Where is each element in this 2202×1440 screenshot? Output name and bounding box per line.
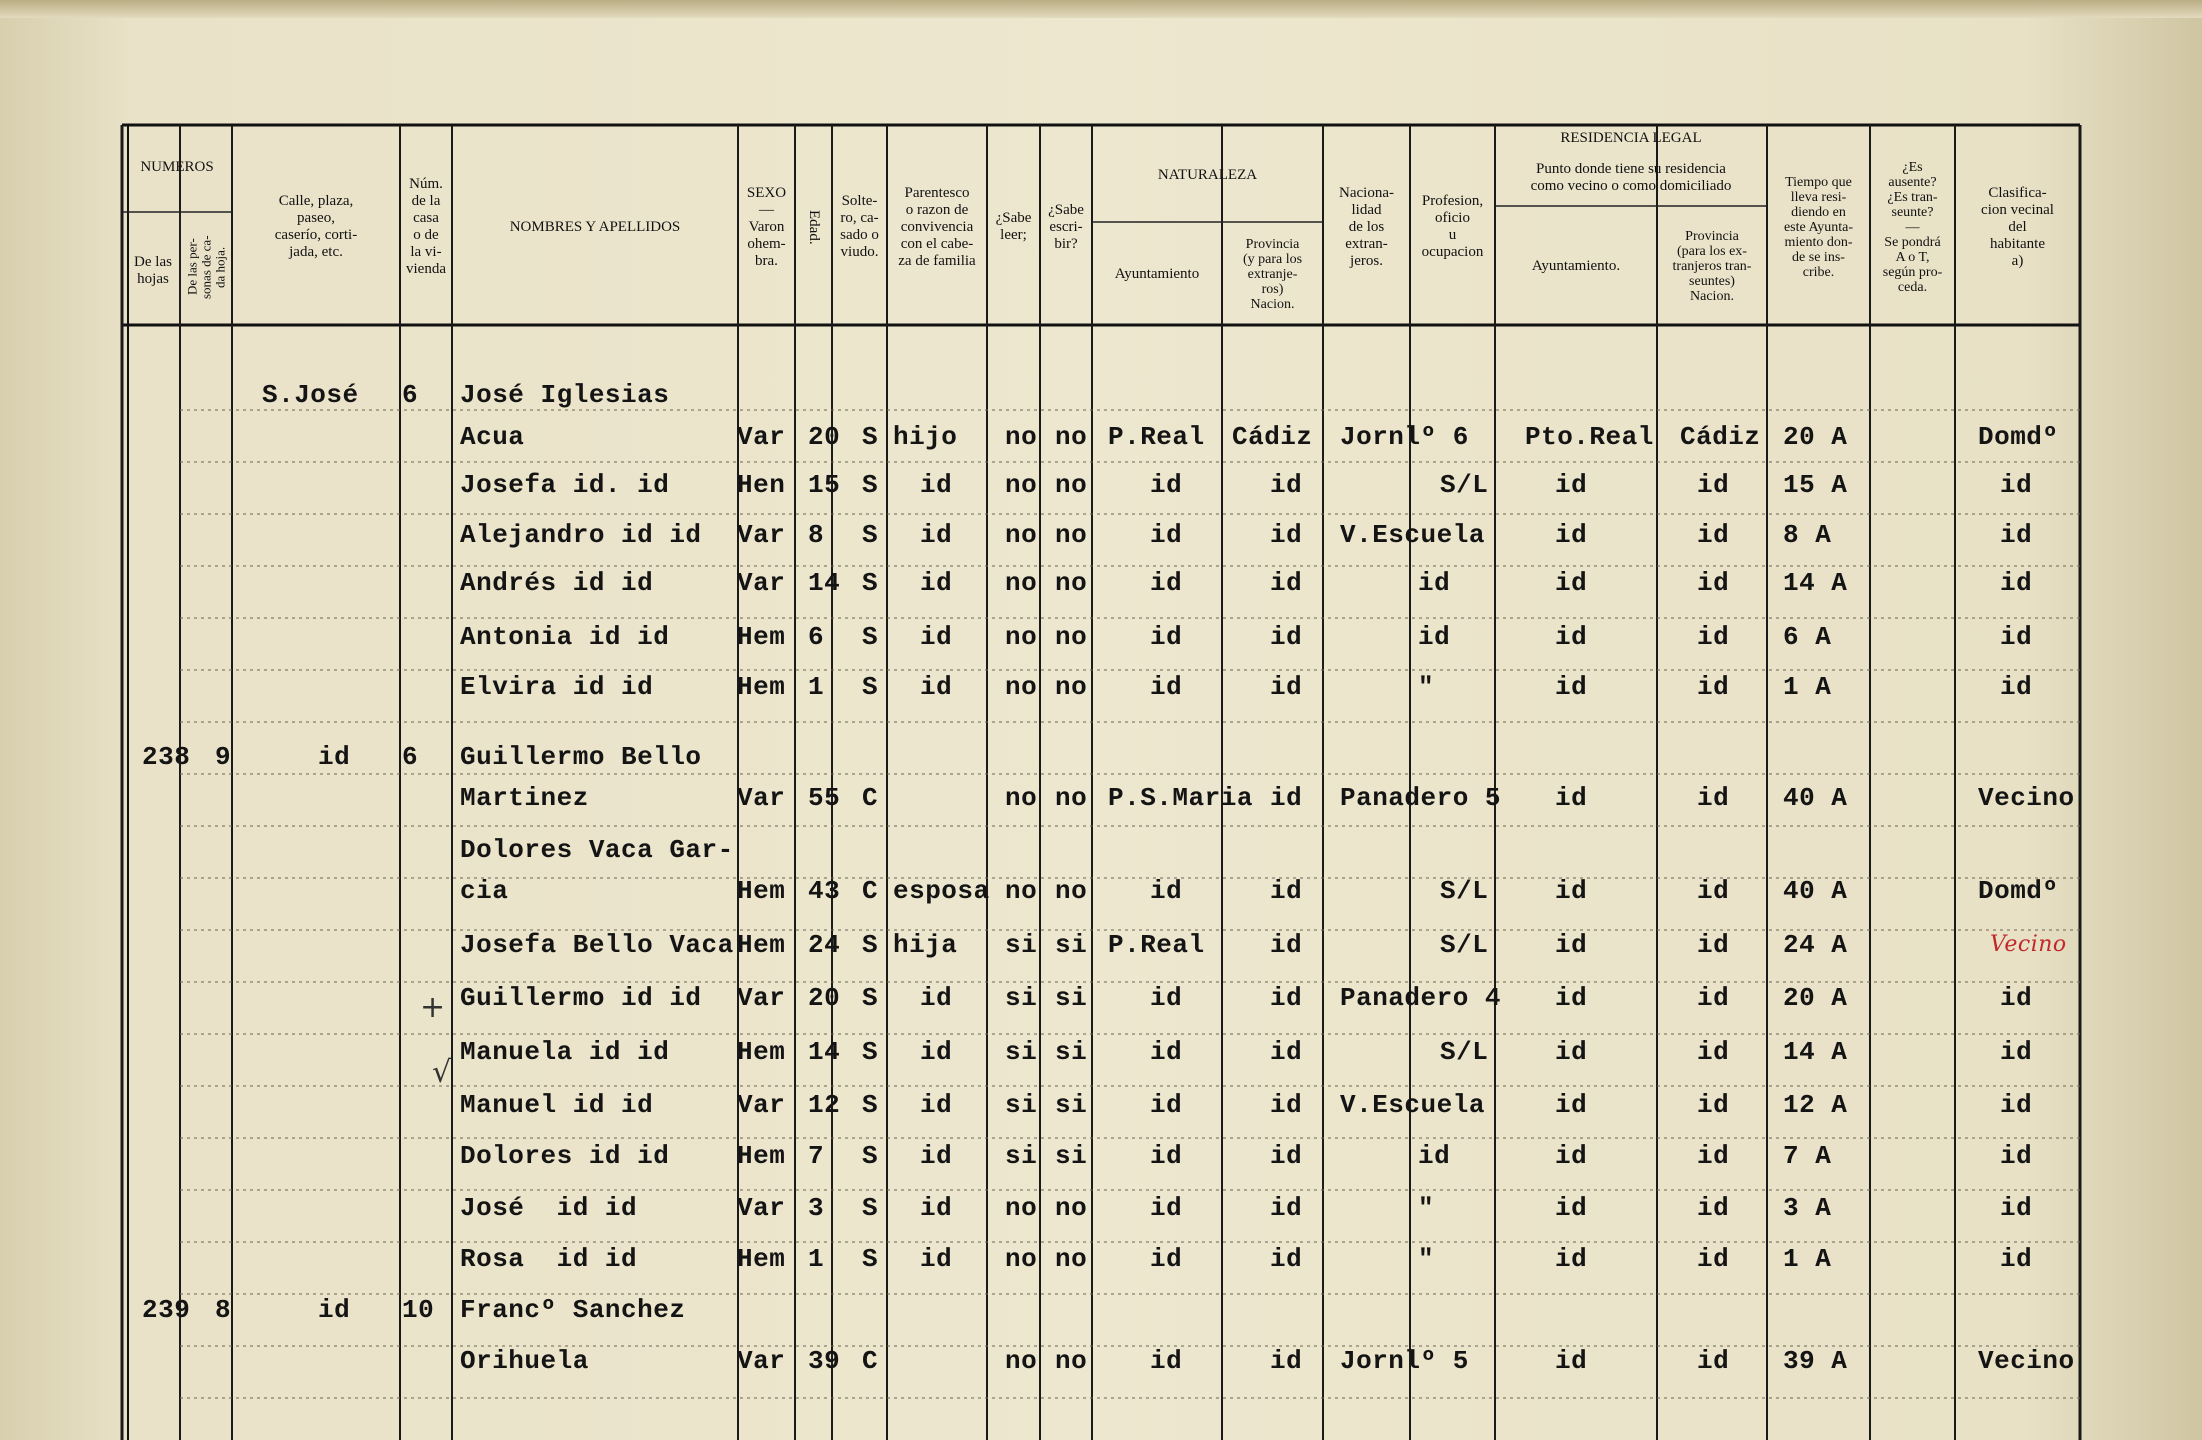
cell-nat-prov: id [1270, 1244, 1303, 1274]
cell-escribir: si [1055, 1090, 1088, 1120]
cell-tiempo: 15 A [1783, 470, 1848, 500]
cell-clasif: id [2000, 1244, 2033, 1274]
cell-res-ayto: id [1555, 470, 1588, 500]
cell-profesion: " [1418, 1244, 1435, 1274]
cell-res-prov: id [1697, 930, 1730, 960]
cell-res-ayto: id [1555, 983, 1588, 1013]
cell-res-prov: id [1697, 983, 1730, 1013]
cell-nat-prov: id [1270, 876, 1303, 906]
cell-res-ayto: Pto.Real [1525, 422, 1654, 452]
header-residencia-sub: Punto donde tiene su residencia como vecino o como domiciliado [1530, 161, 1732, 194]
cell-clasif: id [2000, 1090, 2033, 1120]
cell-tiempo: 1 A [1783, 672, 1832, 702]
cell-edad: 14 [808, 568, 841, 598]
cell-res-ayto: id [1555, 930, 1588, 960]
cell-nat-ayto: id [1150, 1193, 1183, 1223]
cell-tiempo: 8 A [1783, 520, 1832, 550]
cell-nombre: Manuel id id [460, 1090, 654, 1120]
cell-sexo: Hem [737, 622, 786, 652]
cell-nat-prov: Cádiz [1232, 422, 1313, 452]
cell-estado: S [862, 422, 879, 452]
cell-res-ayto: id [1555, 876, 1588, 906]
cell-leer: si [1005, 983, 1038, 1013]
cell-profesion: S/L [1440, 1037, 1489, 1067]
header-edad: Edad. [806, 209, 822, 245]
cell-nombre: José id id [460, 1193, 638, 1223]
header-res-ayto: Ayuntamiento. [1531, 257, 1621, 274]
cell-nat-prov: id [1270, 622, 1303, 652]
cell-sexo: Var [737, 422, 786, 452]
cell-nat-prov: id [1270, 672, 1303, 702]
cell-edad: 43 [808, 876, 841, 906]
cell-escribir: no [1055, 1244, 1088, 1274]
cell-edad: 15 [808, 470, 841, 500]
cell-edad: 55 [808, 783, 841, 813]
cell-nat-ayto: P.Real [1108, 930, 1205, 960]
cell-escribir: no [1055, 568, 1088, 598]
cell-nat-prov: id [1270, 568, 1303, 598]
cell-nat-ayto: id [1150, 568, 1183, 598]
cell-sexo: Hem [737, 1141, 786, 1171]
cell-nat-ayto: id [1150, 1346, 1183, 1376]
cell-clasif: Domdº [1978, 876, 2059, 906]
cell-res-prov: Cádiz [1680, 422, 1761, 452]
cell-escribir: no [1055, 470, 1088, 500]
cell-edad: 20 [808, 422, 841, 452]
cell-casa: 10 [402, 1295, 435, 1325]
cell-parentesco: esposa [893, 876, 990, 906]
header-residencia: RESIDENCIA LEGAL [1560, 129, 1702, 146]
header-res-prov: Provincia (para los ex- tranjeros tran- seuntes) Nacion. [1672, 228, 1752, 304]
cell-estado: S [862, 930, 879, 960]
cell-tiempo: 7 A [1783, 1141, 1832, 1171]
cell-estado: S [862, 1244, 879, 1274]
cell-edad: 1 [808, 672, 825, 702]
cell-estado: S [862, 672, 879, 702]
header-nombres: NOMBRES Y APELLIDOS [509, 218, 681, 235]
cell-parentesco: id [920, 1244, 953, 1274]
cell-leer: no [1005, 783, 1038, 813]
cell-estado: S [862, 520, 879, 550]
cell-tiempo: 14 A [1783, 1037, 1848, 1067]
cell-res-prov: id [1697, 1037, 1730, 1067]
cell-tiempo: 20 A [1783, 422, 1848, 452]
cell-estado: C [862, 783, 879, 813]
cell-escribir: no [1055, 783, 1088, 813]
header-nat-prov: Provincia (y para los extranje- ros) Nacion. [1242, 236, 1303, 312]
cell-parentesco: id [920, 1193, 953, 1223]
cell-leer: no [1005, 672, 1038, 702]
cell-res-prov: id [1697, 1193, 1730, 1223]
cell-res-prov: id [1697, 672, 1730, 702]
page-top-edge [0, 0, 2202, 18]
cell-nat-prov: id [1270, 1141, 1303, 1171]
cell-hoja: 239 [142, 1295, 191, 1325]
cell-nombre: Acua [460, 422, 525, 452]
cell-res-ayto: id [1555, 568, 1588, 598]
cell-persona: 9 [215, 742, 232, 772]
cell-nombre: Josefa Bello Vaca [460, 930, 734, 960]
cell-tiempo: 14 A [1783, 568, 1848, 598]
cell-res-ayto: id [1555, 1141, 1588, 1171]
cell-clasif: Vecino [1978, 783, 2075, 813]
cell-nat-ayto: id [1150, 622, 1183, 652]
cell-leer: si [1005, 1037, 1038, 1067]
cell-leer: no [1005, 470, 1038, 500]
cell-calle: id [318, 1295, 351, 1325]
header-clasificacion: Clasifica- cion vecinal del habitante a) [1981, 184, 2054, 269]
header-calle: Calle, plaza, paseo, caserío, corti- jada, etc. [274, 193, 358, 260]
cell-escribir: no [1055, 520, 1088, 550]
cell-parentesco: id [920, 1090, 953, 1120]
cell-escribir: si [1055, 983, 1088, 1013]
margin-mark: √ [432, 1055, 452, 1090]
cell-nombre: Guillermo id id [460, 983, 702, 1013]
cell-res-prov: id [1697, 1090, 1730, 1120]
cell-profesion: V.Escuela [1340, 1090, 1485, 1120]
margin-mark: + [420, 990, 446, 1025]
cell-edad: 6 [808, 622, 825, 652]
cell-edad: 24 [808, 930, 841, 960]
cell-clasif: id [2000, 568, 2033, 598]
cell-nombre: Josefa id. id [460, 470, 670, 500]
cell-sexo: Var [737, 1346, 786, 1376]
cell-nombre: Alejandro id id [460, 520, 702, 550]
header-de-las-hojas: De las hojas [134, 253, 172, 287]
cell-parentesco: id [920, 470, 953, 500]
cell-sexo: Var [737, 783, 786, 813]
header-nat-ayto: Ayuntamiento [1114, 265, 1200, 282]
cell-nat-prov: id [1270, 1037, 1303, 1067]
cell-escribir: no [1055, 672, 1088, 702]
cell-profesion: Jornlº 6 [1340, 422, 1469, 452]
cell-edad: 8 [808, 520, 825, 550]
cell-nat-ayto: id [1150, 1141, 1183, 1171]
cell-estado: C [862, 876, 879, 906]
cell-clasif: id [2000, 622, 2033, 652]
cell-escribir: no [1055, 1193, 1088, 1223]
cell-estado: S [862, 470, 879, 500]
cell-estado: C [862, 1346, 879, 1376]
cell-nat-ayto: id [1150, 520, 1183, 550]
cell-res-prov: id [1697, 1346, 1730, 1376]
cell-clasif: id [2000, 470, 2033, 500]
cell-leer: si [1005, 1090, 1038, 1120]
cell-clasif: id [2000, 672, 2033, 702]
cell-nat-prov: id [1270, 983, 1303, 1013]
cell-leer: no [1005, 1193, 1038, 1223]
cell-tiempo: 6 A [1783, 622, 1832, 652]
cell-nat-ayto: id [1150, 1244, 1183, 1274]
cell-clasif: id [2000, 1037, 2033, 1067]
cell-clasif: Vecino [1978, 1346, 2075, 1376]
header-leer: ¿Sabe leer; [995, 210, 1032, 243]
cell-leer: si [1005, 930, 1038, 960]
cell-parentesco: id [920, 1037, 953, 1067]
cell-nat-prov: id [1270, 520, 1303, 550]
cell-persona: 8 [215, 1295, 232, 1325]
cell-nombre: Antonia id id [460, 622, 670, 652]
cell-parentesco: hijo [893, 422, 958, 452]
cell-nat-prov: id [1270, 783, 1303, 813]
cell-tiempo: 3 A [1783, 1193, 1832, 1223]
cell-nombre: Orihuela [460, 1346, 589, 1376]
header-ausente: ¿Es ausente? ¿Es tran- seunte? — Se pondrá A o T, según pro- ceda. [1882, 159, 1943, 295]
cell-profesion: S/L [1440, 876, 1489, 906]
cell-res-ayto: id [1555, 1193, 1588, 1223]
cell-edad: 39 [808, 1346, 841, 1376]
cell-parentesco: hija [893, 930, 958, 960]
header-soltero: Solte- ro, ca- sado o viudo. [840, 193, 879, 260]
header-numeros: NUMEROS [140, 158, 214, 175]
cell-leer: no [1005, 1244, 1038, 1274]
cell-escribir: si [1055, 930, 1088, 960]
cell-nat-ayto: P.Real [1108, 422, 1205, 452]
cell-nat-ayto: id [1150, 470, 1183, 500]
cell-tiempo: 12 A [1783, 1090, 1848, 1120]
cell-profesion: Jornlº 5 [1340, 1346, 1469, 1376]
cell-profesion: " [1418, 1193, 1435, 1223]
cell-nat-prov: id [1270, 1193, 1303, 1223]
cell-sexo: Hem [737, 1244, 786, 1274]
cell-sexo: Var [737, 568, 786, 598]
cell-nombre: Martinez [460, 783, 589, 813]
cell-sexo: Hen [737, 470, 786, 500]
cell-estado: S [862, 983, 879, 1013]
cell-edad: 1 [808, 1244, 825, 1274]
cell-res-prov: id [1697, 1244, 1730, 1274]
cell-nombre: Andrés id id [460, 568, 654, 598]
cell-nat-ayto: P.S.Maria [1108, 783, 1253, 813]
cell-clasif: id [2000, 1141, 2033, 1171]
cell-nombre: Dolores Vaca Gar- [460, 835, 734, 865]
cell-nat-ayto: id [1150, 876, 1183, 906]
header-parentesco: Parentesco o razon de convivencia con el cabe- za de familia [898, 184, 976, 269]
cell-leer: si [1005, 1141, 1038, 1171]
header-naturaleza: NATURALEZA [1157, 166, 1258, 183]
cell-clasif: id [2000, 983, 2033, 1013]
cell-profesion: S/L [1440, 470, 1489, 500]
cell-escribir: si [1055, 1141, 1088, 1171]
cell-res-ayto: id [1555, 1346, 1588, 1376]
cell-parentesco: id [920, 568, 953, 598]
cell-res-ayto: id [1555, 1090, 1588, 1120]
header-num-casa: Núm. de la casa o de la vi- vienda [406, 176, 446, 277]
cell-calle: id [318, 742, 351, 772]
cell-estado: S [862, 568, 879, 598]
cell-parentesco: id [920, 622, 953, 652]
cell-estado: S [862, 1037, 879, 1067]
cell-nat-ayto: id [1150, 672, 1183, 702]
cell-res-ayto: id [1555, 622, 1588, 652]
cell-edad: 7 [808, 1141, 825, 1171]
cell-sexo: Var [737, 1090, 786, 1120]
cell-nombre: Manuela id id [460, 1037, 670, 1067]
cell-sexo: Hem [737, 1037, 786, 1067]
cell-estado: S [862, 1193, 879, 1223]
cell-tiempo: 39 A [1783, 1346, 1848, 1376]
cell-profesion: V.Escuela [1340, 520, 1485, 550]
cell-nat-prov: id [1270, 1346, 1303, 1376]
cell-leer: no [1005, 622, 1038, 652]
cell-res-prov: id [1697, 520, 1730, 550]
cell-nombre: José Iglesias [460, 380, 670, 410]
cell-profesion: S/L [1440, 930, 1489, 960]
cell-profesion: Panadero 4 [1340, 983, 1502, 1013]
cell-profesion: id [1418, 568, 1451, 598]
cell-sexo: Var [737, 983, 786, 1013]
cell-casa: 6 [402, 380, 419, 410]
cell-estado: S [862, 622, 879, 652]
cell-calle: S.José [262, 380, 359, 410]
cell-profesion: id [1418, 1141, 1451, 1171]
cell-res-prov: id [1697, 622, 1730, 652]
cell-parentesco: id [920, 520, 953, 550]
cell-escribir: no [1055, 876, 1088, 906]
cell-nat-ayto: id [1150, 1090, 1183, 1120]
cell-escribir: si [1055, 1037, 1088, 1067]
cell-clasif: Domdº [1978, 422, 2059, 452]
header-sexo: SEXO — Varon ohem- bra. [746, 184, 787, 269]
cell-hoja: 238 [142, 742, 191, 772]
cell-leer: no [1005, 422, 1038, 452]
cell-leer: no [1005, 568, 1038, 598]
cell-edad: 14 [808, 1037, 841, 1067]
cell-res-ayto: id [1555, 783, 1588, 813]
cell-nombre: Francº Sanchez [460, 1295, 686, 1325]
cell-nat-ayto: id [1150, 1037, 1183, 1067]
cell-res-prov: id [1697, 568, 1730, 598]
cell-sexo: Hem [737, 672, 786, 702]
cell-nat-prov: id [1270, 930, 1303, 960]
cell-res-ayto: id [1555, 1037, 1588, 1067]
cell-res-prov: id [1697, 1141, 1730, 1171]
cell-edad: 20 [808, 983, 841, 1013]
cell-nat-prov: id [1270, 1090, 1303, 1120]
cell-nat-ayto: id [1150, 983, 1183, 1013]
cell-leer: no [1005, 876, 1038, 906]
cell-sexo: Hem [737, 876, 786, 906]
cell-clasif: id [2000, 520, 2033, 550]
cell-sexo: Var [737, 1193, 786, 1223]
header-tiempo: Tiempo que lleva resi- diendo en este Ayunta- miento don- de se ins- cribe. [1783, 174, 1854, 280]
cell-sexo: Hem [737, 930, 786, 960]
header-escribir: ¿Sabe escri- bir? [1048, 201, 1084, 252]
cell-res-prov: id [1697, 876, 1730, 906]
cell-tiempo: 24 A [1783, 930, 1848, 960]
cell-sexo: Var [737, 520, 786, 550]
cell-nombre: Dolores id id [460, 1141, 670, 1171]
cell-escribir: no [1055, 622, 1088, 652]
cell-res-ayto: id [1555, 672, 1588, 702]
cell-clasif-red: Vecino [1990, 932, 2067, 957]
cell-parentesco: id [920, 672, 953, 702]
cell-leer: no [1005, 1346, 1038, 1376]
cell-nombre: Elvira id id [460, 672, 654, 702]
cell-profesion: " [1418, 672, 1435, 702]
cell-tiempo: 40 A [1783, 876, 1848, 906]
cell-estado: S [862, 1141, 879, 1171]
cell-nombre: Guillermo Bello [460, 742, 702, 772]
cell-res-ayto: id [1555, 1244, 1588, 1274]
cell-nat-prov: id [1270, 470, 1303, 500]
cell-profesion: id [1418, 622, 1451, 652]
cell-nombre: cia [460, 876, 509, 906]
header-nacionalidad: Naciona- lidad de los extran- jeros. [1339, 184, 1394, 269]
cell-estado: S [862, 1090, 879, 1120]
cell-tiempo: 20 A [1783, 983, 1848, 1013]
cell-res-ayto: id [1555, 520, 1588, 550]
cell-profesion: Panadero 5 [1340, 783, 1502, 813]
cell-escribir: no [1055, 1346, 1088, 1376]
cell-clasif: id [2000, 1193, 2033, 1223]
header-de-las-personas: De las per- sonas de ca- da hoja. [184, 235, 228, 299]
cell-res-prov: id [1697, 470, 1730, 500]
header-profesion: Profesion, oficio u ocupacion [1421, 193, 1484, 260]
cell-tiempo: 40 A [1783, 783, 1848, 813]
cell-edad: 12 [808, 1090, 841, 1120]
cell-leer: no [1005, 520, 1038, 550]
cell-escribir: no [1055, 422, 1088, 452]
cell-edad: 3 [808, 1193, 825, 1223]
cell-parentesco: id [920, 1141, 953, 1171]
cell-nombre: Rosa id id [460, 1244, 638, 1274]
cell-tiempo: 1 A [1783, 1244, 1832, 1274]
cell-parentesco: id [920, 983, 953, 1013]
cell-casa: 6 [402, 742, 419, 772]
cell-res-prov: id [1697, 783, 1730, 813]
